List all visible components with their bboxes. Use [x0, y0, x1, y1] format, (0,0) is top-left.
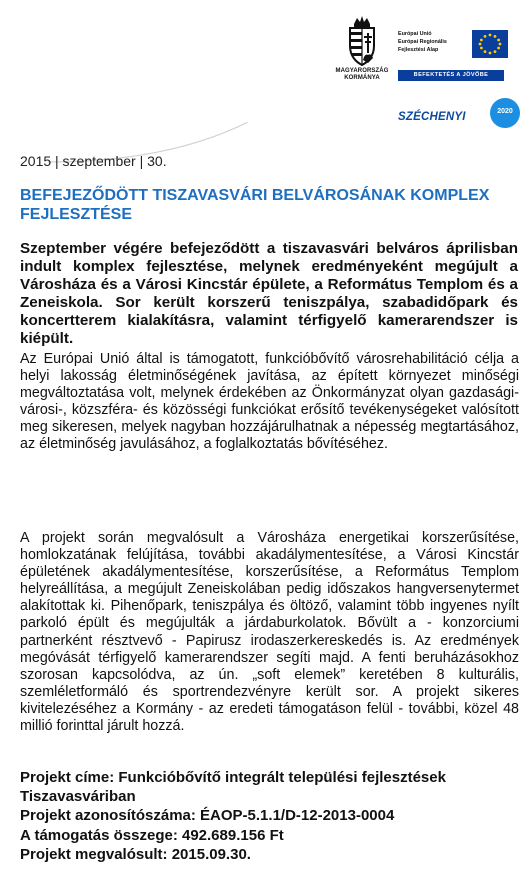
project-name-line2: Tiszavasváriban [20, 788, 136, 806]
eu-text-line1: Európai Unió [398, 31, 432, 37]
article-paragraph-1: Az Európai Unió által is támogatott, funkcióbővítő városrehabilitáció célja a helyi lakosság életminőségének javítása, az épített környezet minőségi megváltoztatása volt, melynek érdekében az Önkormányzat olyan gazdasági- városi-, közszféra- és közösségi funkciókat erősítő tevékenységeket valósított meg sikeresen, melyek nagyban hozzájárulhatnak a népesség megtartásához, az életminőség javulásához, a foglalkoztatás bővítéséhez. [20, 351, 519, 453]
project-completion: Projekt megvalósult: 2015.09.30. [20, 845, 251, 863]
project-info [20, 768, 520, 864]
project-id: Projekt azonosítószáma: ÉAOP-5.1.1/D-12-2013-0004 [20, 807, 395, 825]
project-name-line1: Projekt címe: Funkcióbővítő integrált települési fejlesztések [20, 769, 446, 786]
szechenyi-swoosh [48, 122, 248, 182]
szechenyi-year: 2020 [497, 108, 513, 115]
project-amount: A támogatás összege: 492.689.156 Ft [20, 826, 284, 844]
szechenyi-name: SZÉCHENYI [398, 111, 466, 123]
eu-flag-icon [472, 30, 508, 58]
eu-fund-logo [398, 30, 510, 66]
szechenyi-2020-logo [398, 94, 530, 134]
article-lead: Szeptember végére befejeződött a tiszavasvári belváros áprilisban indult komplex fejlesztése, melynek eredményeként megújult a Városháza és a Városi Kincstár épülete, a Református Templom és a Zeneiskola. Sor került korszerű teniszpálya, szabadidőpark és koncertterem kialakításra, valamint térfigyelő kamerarendszer is kiépült. [20, 240, 518, 347]
eu-tagline: BEFEKTETÉS A JÖVŐBE [398, 70, 504, 81]
hungarian-coat-of-arms-icon [344, 16, 380, 66]
article-title: BEFEJEZŐDÖTT TISZAVASVÁRI BELVÁROSÁNAK KOMPLEX FEJLESZTÉSE [20, 187, 490, 223]
gov-name-line1: MAGYARORSZÁG [335, 68, 389, 74]
gov-name-line2: KORMÁNYA [344, 75, 380, 81]
eu-text-line2: Európai Regionális [398, 39, 447, 45]
hungarian-government-logo [334, 16, 390, 82]
article-paragraph-2: A projekt során megvalósult a Városháza energetikai korszerűsítése, homlokzatának felújítása, további akadálymentesítése, a Városi Kincstár épületének akadálymentesítése, korszerűsítése, a Református Templom helyreállítása, a megújult Zeneiskolában pedig időszakos hangversenytermet alakítottak ki. Pihenőpark, teniszpálya és öltöző, valamint több ingyenes nyílt parkoló épült és megújulták a járdaburkolatok. Bővült a - konzorciumi partnerként résztvevő - Papirusz irodaszerkereskedés is. Az eredmények megóvását térfigyelő kamerarendszer segíti majd. A fenti beruházásokhoz szorosan kapcsolódva, az ún. „soft elemek” keretében 8 kulturális, szemléletformáló és sportrendezvényre került sor. A projekt sikeres kivitelezéséhez a Kormány - az eredeti támogatáson felül - további, közel 48 millió forinttal járult hozzá. [20, 530, 519, 735]
eu-text-line3: Fejlesztési Alap [398, 47, 439, 53]
article-date: 2015 | szeptember | 30. [20, 153, 167, 169]
logo-block [322, 8, 532, 168]
